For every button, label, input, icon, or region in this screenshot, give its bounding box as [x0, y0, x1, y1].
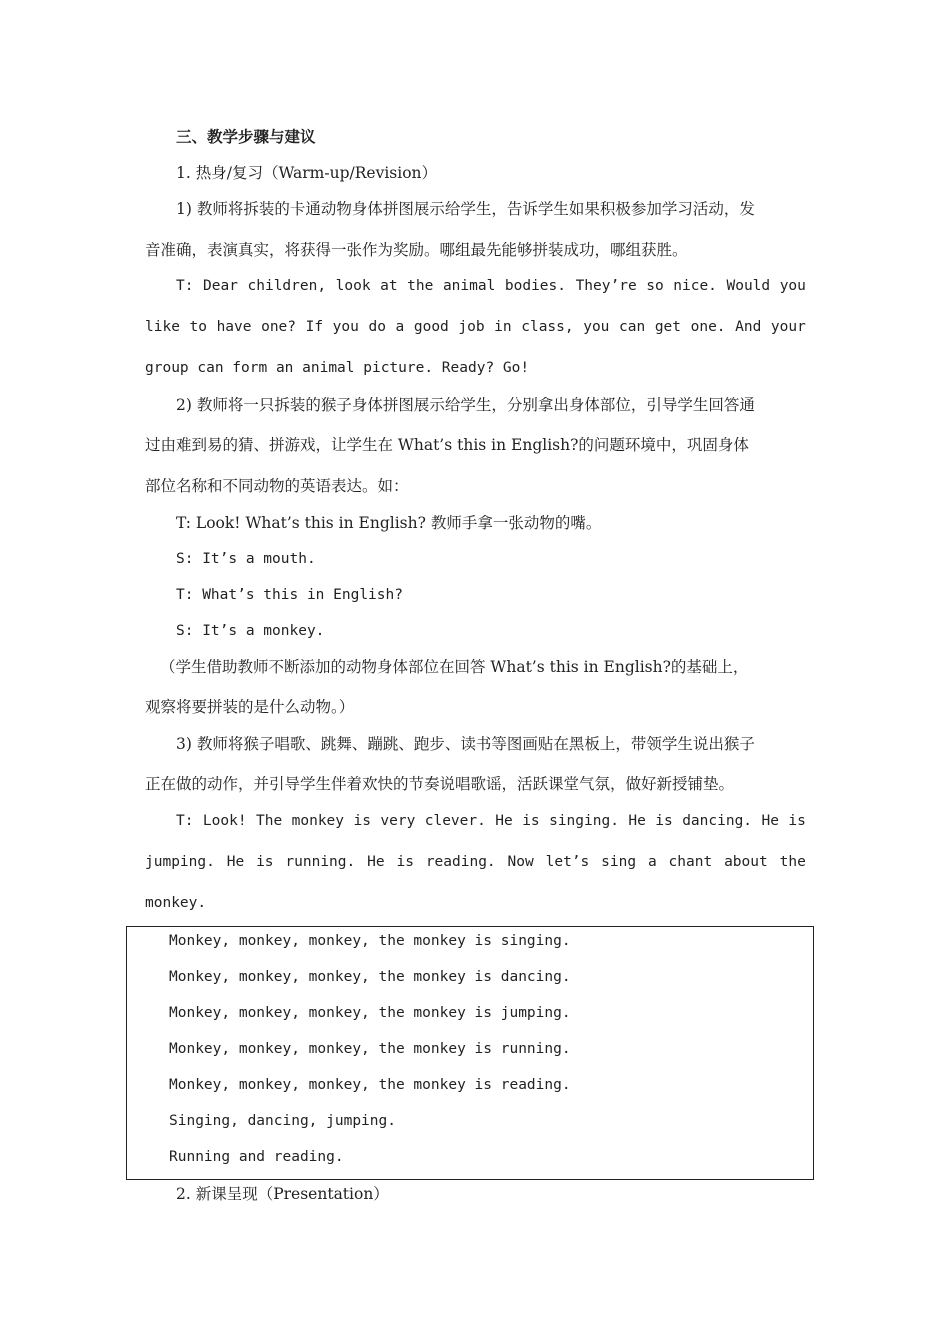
word: He [367, 854, 385, 870]
word: is [256, 854, 274, 870]
word: to [189, 319, 207, 335]
word: job [458, 319, 485, 335]
word: nice. [673, 278, 717, 294]
word: is [353, 813, 371, 829]
word: animal [442, 278, 496, 294]
section-heading: 三、教学步骤与建议 [176, 128, 316, 146]
dialogue-line-3: T: What’s this in English? [176, 587, 403, 603]
word: is [788, 813, 806, 829]
word: you [779, 278, 806, 294]
step2-line3: 部位名称和不同动物的英语表达。如： [145, 477, 409, 495]
word: good [413, 319, 449, 335]
word: you [332, 319, 359, 335]
word: one. [690, 319, 726, 335]
step3-line1: 3) 教师将猴子唱歌、跳舞、蹦跳、跑步、读书等图画贴在黑板上，带领学生说出猴子 [176, 735, 755, 753]
word: like [145, 319, 180, 335]
word: He [495, 813, 513, 829]
word: Would [726, 278, 771, 294]
word: one? [261, 319, 297, 335]
teacher-speech-1-line3: group can form an animal picture. Ready? Go! [145, 360, 530, 376]
word: monkey [291, 813, 345, 829]
word: your [770, 319, 806, 335]
word: jumping. [145, 854, 215, 870]
word: reading. [425, 854, 496, 870]
word: very [380, 813, 416, 829]
word: a [647, 854, 657, 870]
word: the [407, 278, 434, 294]
word: sing [601, 854, 637, 870]
dialogue-line-1: T: Look! What’s this in English? 教师手拿一张动物的嘴。 [176, 514, 602, 532]
chant-line: Monkey, monkey, monkey, the monkey is singing. [169, 933, 571, 949]
step1-line2: 音准确，表演真实，将获得一张作为奖励。哪组最先能够拼装成功，哪组获胜。 [145, 241, 688, 259]
chant-line: Monkey, monkey, monkey, the monkey is jumping. [169, 1005, 571, 1021]
word: He [226, 854, 245, 870]
word: Dear [203, 278, 238, 294]
chant-line: Monkey, monkey, monkey, the monkey is running. [169, 1041, 571, 1057]
dialogue-line-4: S: It’s a monkey. [176, 623, 325, 639]
word: He [628, 813, 646, 829]
teacher-speech-2-line1 [176, 811, 806, 831]
step3-line2: 正在做的动作，并引导学生伴着欢快的节奏说唱歌谣，活跃课堂气氛，做好新授铺垫。 [145, 775, 735, 793]
teacher-speech-2-line3: monkey. [145, 895, 207, 911]
word: T: [176, 278, 194, 294]
chant-line: Running and reading. [169, 1149, 344, 1165]
word: The [256, 813, 283, 829]
word: let’s [545, 854, 590, 870]
word: Now [507, 854, 534, 870]
word: is [396, 854, 414, 870]
step2-line2: 过由难到易的猜、拼游戏，让学生在 What’s this in English?的问题环境中，巩固身体 [145, 436, 749, 454]
teacher-speech-1-line2 [145, 317, 806, 337]
word: so [646, 278, 664, 294]
word: They’re [575, 278, 637, 294]
teacher-speech-2-line2 [145, 852, 806, 872]
step1-line1: 1) 教师将拆装的卡通动物身体拼图展示给学生，告诉学生如果积极参加学习活动，发 [176, 200, 755, 218]
word: you [583, 319, 610, 335]
word: the [779, 854, 806, 870]
word: T: [176, 813, 194, 829]
word: And [735, 319, 762, 335]
word: He [761, 813, 779, 829]
word: dancing. [682, 813, 753, 829]
chant-line: Monkey, monkey, monkey, the monkey is dancing. [169, 969, 571, 985]
word: get [654, 319, 682, 335]
word: children, [247, 278, 327, 294]
word: in [494, 319, 512, 335]
word: look [335, 278, 371, 294]
word: a [395, 319, 405, 335]
word: do [368, 319, 386, 335]
word: have [216, 319, 252, 335]
chant-line: Singing, dancing, jumping. [169, 1113, 396, 1129]
word: at [380, 278, 398, 294]
word: clever. [424, 813, 486, 829]
warmup-title: 1. 热身/复习（Warm-up/Revision） [176, 164, 438, 182]
dialogue-line-2: S: It’s a mouth. [176, 551, 316, 567]
word: is [655, 813, 673, 829]
chant-line: Monkey, monkey, monkey, the monkey is reading. [169, 1077, 571, 1093]
word: If [305, 319, 324, 335]
note-line2: 观察将要拼装的是什么动物。） [145, 698, 355, 716]
word: class, [521, 319, 574, 335]
note-line1: （学生借助教师不断添加的动物身体部位在回答 What’s this in English?的基础上， [160, 658, 749, 676]
word: bodies. [504, 278, 566, 294]
word: running. [285, 854, 356, 870]
word: chant [668, 854, 713, 870]
presentation-title: 2. 新课呈现（Presentation） [176, 1185, 389, 1203]
word: is [522, 813, 540, 829]
word: can [619, 319, 646, 335]
step2-line1: 2) 教师将一只拆装的猴子身体拼图展示给学生，分别拿出身体部位，引导学生回答通 [176, 396, 755, 414]
chant-box [126, 926, 814, 1180]
word: singing. [549, 813, 619, 829]
teacher-speech-1-line1 [176, 276, 806, 296]
word: about [724, 854, 768, 870]
word: Look! [202, 813, 247, 829]
